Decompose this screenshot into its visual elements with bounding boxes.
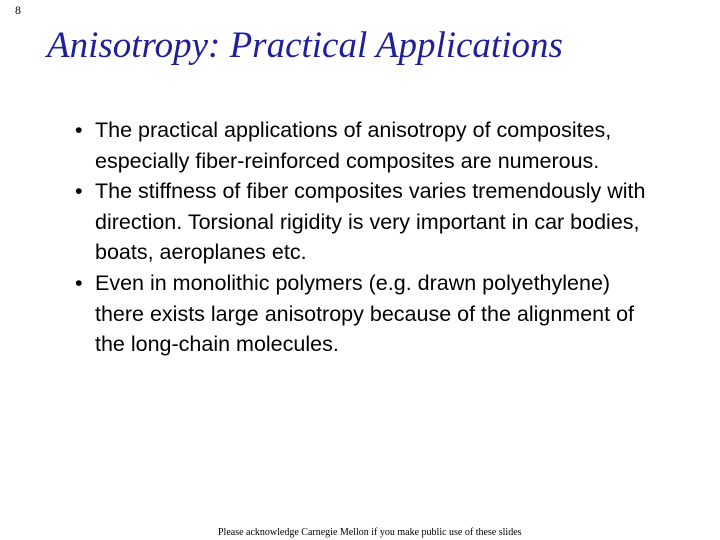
bullet-item bbox=[75, 115, 655, 176]
bullet-item bbox=[75, 176, 655, 268]
bullet-icon: • bbox=[75, 118, 83, 142]
bullet-text: The stiffness of fiber composites varies tremendously with direction. Torsional rigidity is very important in car bodies, boats, aeroplanes etc. bbox=[95, 179, 646, 265]
slide-title: Anisotropy: Practical Applications bbox=[47, 25, 563, 66]
bullet-list bbox=[75, 115, 655, 360]
bullet-item bbox=[75, 268, 655, 360]
bullet-icon: • bbox=[75, 179, 83, 204]
slide-number: 8 bbox=[15, 3, 21, 17]
bullet-text: Even in monolithic polymers (e.g. drawn polyethylene) there exists large anisotropy because of the alignment of the long-chain molecules. bbox=[95, 270, 635, 357]
footer-note: Please acknowledge Carnegie Mellon if you make public use of these slides bbox=[218, 527, 522, 538]
bullet-text: The practical applications of anisotropy of composites, especially fiber-reinforced composites are numerous. bbox=[95, 118, 612, 173]
bullet-icon: • bbox=[75, 270, 83, 295]
